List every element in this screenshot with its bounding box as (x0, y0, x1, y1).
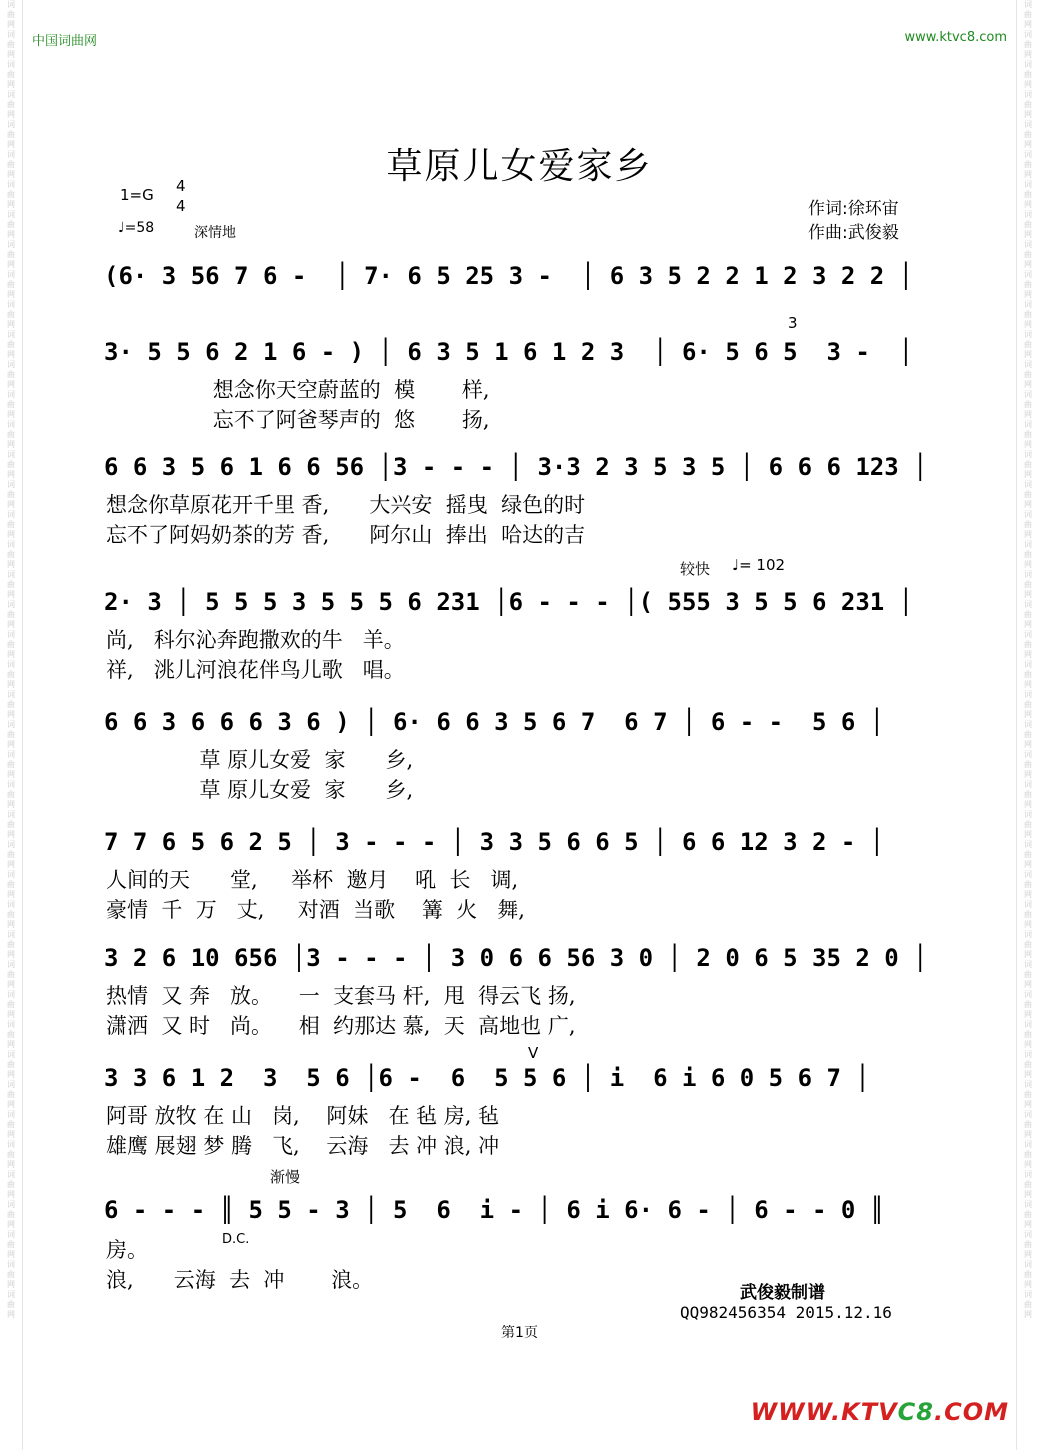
lyric-row-5-verse-2: 草 原儿女爱 家 乡, (106, 778, 414, 802)
lyric-row-3-verse-1: 想念你草原花开千里 香, 大兴安 摇曳 绿色的时 (106, 493, 586, 517)
score-row-5: 6 6 3 6 6 6 3 6 ) │ 6· 6 6 3 5 6 7 6 7 │ 6 - - 5 6 │ (104, 708, 885, 736)
lyric-row-7-verse-1: 热情 又 奔 放。 一 支套马 杆, 甩 得云飞 扬, (106, 984, 576, 1008)
score-row-1: (6· 3 56 7 6 - │ 7· 6 5 25 3 - │ 6 3 5 2 2 1 2 3 2 2 │ (104, 262, 914, 290)
quarter-note-icon: ♩ (118, 220, 125, 236)
score-row-3: 6 6 3 5 6 1 6 6 56 │3 - - - │ 3·3 2 3 5 3 5 │ 6 6 6 123 │ (104, 453, 928, 481)
lyric-row-7-verse-2: 潇洒 又 时 尚。 相 约那达 慕, 天 高地也 广, (106, 1014, 576, 1038)
lyric-row-9-verse-2: 浪, 云海 去 冲 浪。 (106, 1268, 374, 1292)
triplet-mark: 3 (788, 314, 798, 332)
time-signature (176, 176, 186, 216)
score-row-4: 2· 3 │ 5 5 5 3 5 5 5 6 231 │6 - - - │( 555 3 5 5 6 231 │ (104, 588, 914, 616)
score-row-7: 3 2 6 10 656 │3 - - - │ 3 0 6 6 56 3 0 │ 2 0 6 5 35 2 0 │ (104, 944, 928, 972)
faster-marking: 较快 (680, 560, 711, 578)
left-border (22, 0, 23, 1450)
lyricist: 作词:徐环宙 (808, 199, 899, 219)
lyric-row-2-verse-2: 忘不了阿爸琴声的 悠 扬, (106, 408, 490, 432)
arranger-contact: QQ982456354 2015.12.16 (680, 1303, 892, 1322)
da-capo-marking: D.C. (222, 1232, 250, 1247)
quarter-note-icon: ♩ (732, 556, 740, 574)
lyric-row-3-verse-2: 忘不了阿妈奶茶的芳 香, 阿尔山 捧出 哈达的吉 (106, 523, 586, 547)
breath-mark: V (528, 1044, 539, 1062)
lyric-row-6-verse-1: 人间的天 堂, 举杯 邀月 吼 长 调, (106, 868, 519, 892)
watermark-right: 词曲网词曲网词曲网词曲网词曲网词曲网词曲网词曲网词曲网词曲网词曲网词曲网词曲网词曲网词曲网词曲网词曲网词曲网词曲网词曲网词曲网词曲网词曲网词曲网词曲网词曲网词曲网词曲网词曲网词曲网词曲网词曲网词曲网词曲网词曲网词曲网词曲网词曲网词曲网词曲网词曲网词曲网词曲网词曲网 (1024, 0, 1032, 1319)
brand-logo-part-2: C8 (897, 1398, 934, 1426)
lyric-row-6-verse-2: 豪情 千 万 丈, 对酒 当歌 篝 火 舞, (106, 898, 525, 922)
tempo-value: =58 (124, 220, 155, 236)
arranger-credit: 武俊毅制谱 (740, 1283, 825, 1303)
site-url-right[interactable]: www.ktvc8.com (904, 30, 1007, 45)
lyric-row-4-verse-1: 尚, 科尔沁奔跑撒欢的牛 羊。 (106, 628, 405, 652)
brand-logo[interactable] (751, 1398, 1009, 1426)
lyric-row-2-verse-1: 想念你天空蔚蓝的 模 样, (106, 378, 490, 402)
expression-marking: 深情地 (194, 225, 236, 241)
lyric-row-4-verse-2: 祥, 洮儿河浪花伴鸟儿歌 唱。 (106, 658, 405, 682)
time-sig-bottom: 4 (176, 197, 186, 215)
ritardando-marking: 渐慢 (270, 1168, 301, 1186)
watermark-left: 词曲网词曲网词曲网词曲网词曲网词曲网词曲网词曲网词曲网词曲网词曲网词曲网词曲网词曲网词曲网词曲网词曲网词曲网词曲网词曲网词曲网词曲网词曲网词曲网词曲网词曲网词曲网词曲网词曲网词曲网词曲网词曲网词曲网词曲网词曲网词曲网词曲网词曲网词曲网词曲网词曲网词曲网词曲网词曲网 (7, 0, 15, 1319)
score-row-9: 6 - - - ║ 5 5 - 3 │ 5 6 i - │ 6 i 6· 6 - │ 6 - - 0 ║ (104, 1196, 885, 1224)
time-sig-top: 4 (176, 177, 186, 195)
page-number: 第1页 (501, 1325, 538, 1341)
lyric-row-9-verse-1: 房。 (106, 1238, 148, 1262)
score-row-8: 3 3 6 1 2 3 5 6 │6 - 6 5 5 6 │ i 6 i 6 0 5 6 7 │ (104, 1064, 870, 1092)
faster-tempo-value: = 102 (739, 556, 786, 574)
lyric-row-8-verse-2: 雄鹰 展翅 梦 腾 飞, 云海 去 冲 浪, 冲 (106, 1134, 500, 1158)
lyric-row-8-verse-1: 阿哥 放牧 在 山 岗, 阿妹 在 毡 房, 毡 (106, 1104, 500, 1128)
song-title: 草原儿女爱家乡 (386, 146, 653, 187)
score-row-2: 3· 5 5 6 2 1 6 - ) │ 6 3 5 1 6 1 2 3 │ 6· 5 6 5 3 - │ (104, 338, 914, 366)
tempo-marking (118, 220, 154, 236)
site-name-left[interactable]: 中国词曲网 (32, 34, 98, 49)
brand-logo-part-3: .COM (933, 1398, 1009, 1426)
key-signature: 1=G (120, 186, 154, 204)
composer: 作曲:武俊毅 (808, 223, 899, 243)
brand-logo-part-1: WWW.KTV (750, 1398, 898, 1426)
lyric-row-5-verse-1: 草 原儿女爱 家 乡, (106, 748, 414, 772)
faster-tempo (732, 556, 785, 574)
right-border (1016, 0, 1017, 1450)
score-row-6: 7 7 6 5 6 2 5 │ 3 - - - │ 3 3 5 6 6 5 │ 6 6 12 3 2 - │ (104, 828, 885, 856)
